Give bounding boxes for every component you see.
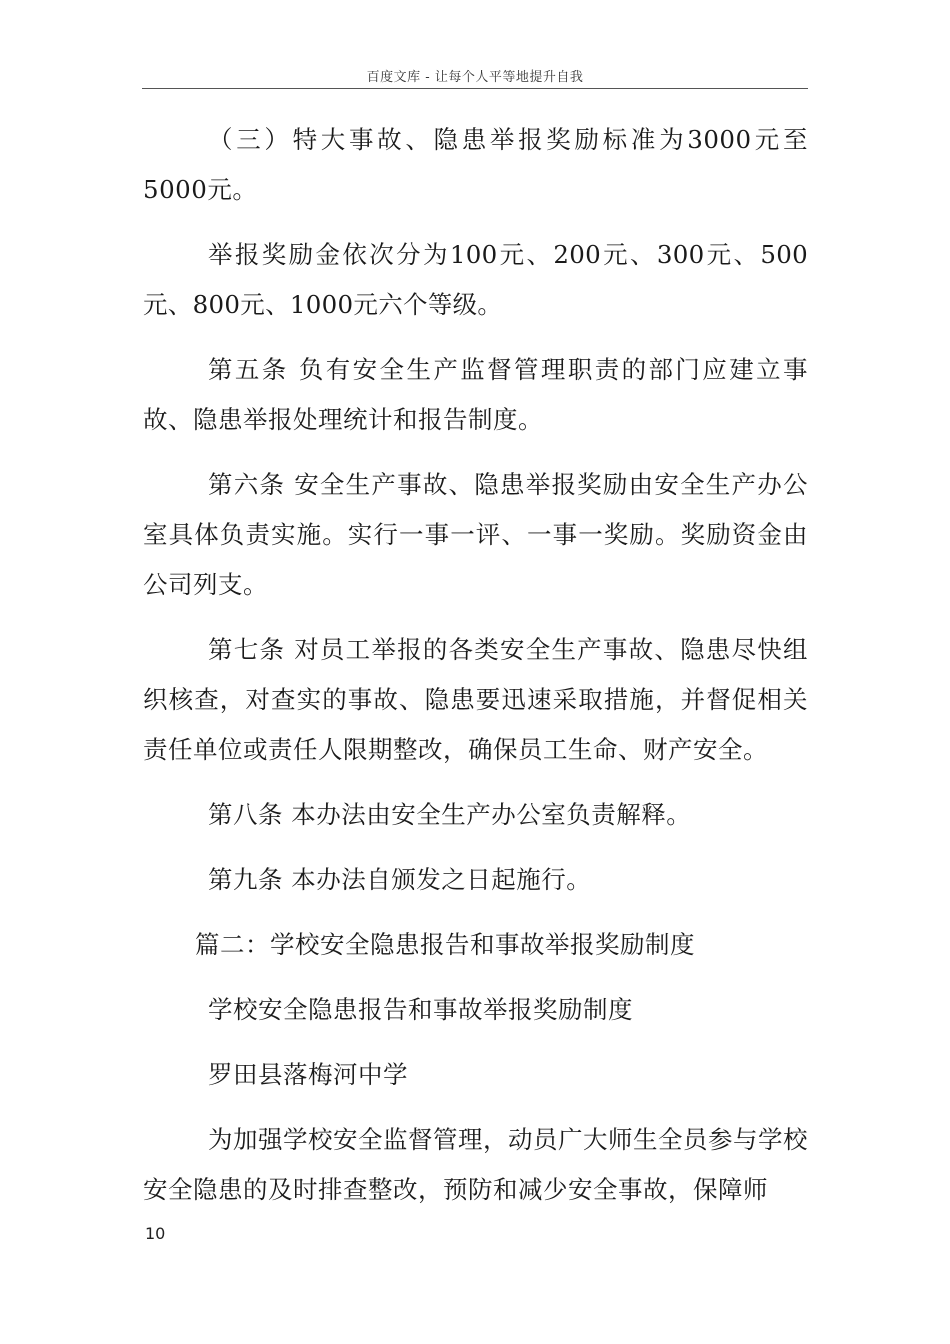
paragraph-article-6: 第六条 安全生产事故、隐患举报奖励由安全生产办公室具体负责实施。实行一事一评、一事一奖励。奖励资金由公司列支。 xyxy=(143,470,808,599)
page-number: 10 xyxy=(145,1224,166,1243)
paragraph-major-accident-reward: （三）特大事故、隐患举报奖励标准为3000元至5000元。 xyxy=(143,125,808,204)
paragraph-reward-levels: 举报奖励金依次分为100元、200元、300元、500元、800元、1000元六个等级。 xyxy=(143,240,808,319)
header-title: 百度文库 - 让每个人平等地提升自我 xyxy=(366,70,584,85)
paragraph-article-9: 第九条 本办法自颁发之日起施行。 xyxy=(208,865,592,894)
school-name: 罗田县落梅河中学 xyxy=(208,1060,408,1089)
paragraph-article-7: 第七条 对员工举报的各类安全生产事故、隐患尽快组织核查，对查实的事故、隐患要迅速采取措施，并督促相关责任单位或责任人限期整改，确保员工生命、财产安全。 xyxy=(143,635,808,764)
document-body xyxy=(143,115,808,1230)
document-title: 学校安全隐患报告和事故举报奖励制度 xyxy=(208,995,633,1024)
paragraph-intro: 为加强学校安全监督管理，动员广大师生全员参与学校安全隐患的及时排查整改，预防和减少安全事故，保障师 xyxy=(143,1125,808,1204)
page-header xyxy=(142,62,808,89)
section-heading-part-two: 篇二：学校安全隐患报告和事故举报奖励制度 xyxy=(195,930,695,959)
paragraph-article-8: 第八条 本办法由安全生产办公室负责解释。 xyxy=(208,800,692,829)
paragraph-article-5: 第五条 负有安全生产监督管理职责的部门应建立事故、隐患举报处理统计和报告制度。 xyxy=(143,355,808,434)
